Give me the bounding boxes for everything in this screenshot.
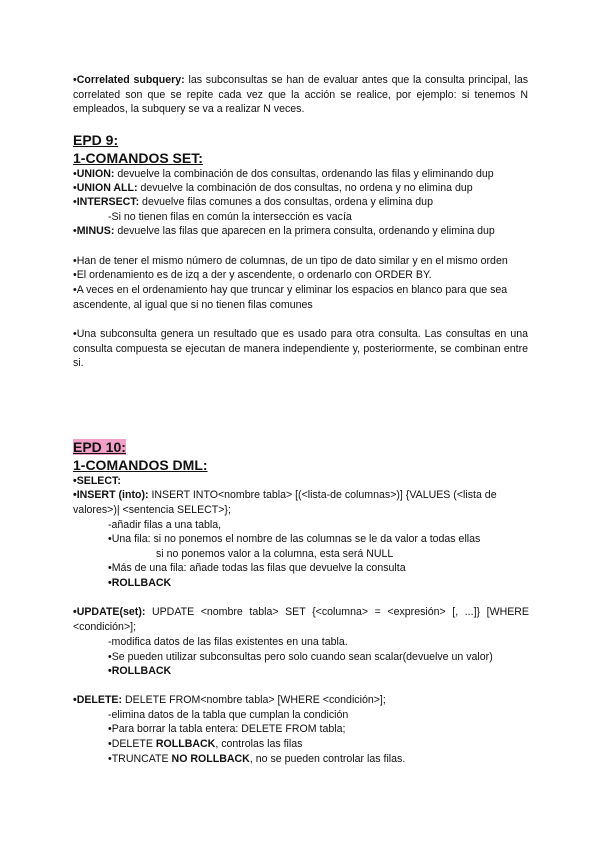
intersect-note: -Si no tienen filas en común la intersección es vacía: [108, 211, 352, 223]
intersect-item: •INTERSECT: devuelve filas comunes a dos consultas, ordena y elimina dup: [73, 196, 433, 208]
correlated-paragraph: •Correlated subquery: las subconsultas se han de evaluar antes que la consulta principal, las correlated son que se repite cada vez que la acción se realice, por ejemplo: si tenemos N empleados, la subquery se va a realizar N veces.: [73, 74, 529, 116]
update-subitem: •Se pueden utilizar subconsultas pero solo cuando sean scalar(devuelve un valor): [108, 651, 493, 663]
insert-subitem: -añadir filas a una tabla,: [108, 519, 222, 531]
update-subitem: -modifica datos de las filas existentes en una tabla.: [108, 636, 348, 648]
epd9-subtitle: 1-COMANDOS SET:: [73, 150, 203, 166]
insert-rollback: •ROLLBACK: [108, 577, 172, 589]
select-item: •SELECT:: [73, 475, 121, 487]
insert-subitem: •Una fila: si no ponemos el nombre de las columnas se le da valor a todas ellas: [108, 533, 481, 545]
union-item: •UNION: devuelve la combinación de dos consultas, ordenando las filas y eliminando dup: [73, 168, 494, 180]
truncate-line: •TRUNCATE NO ROLLBACK, no se pueden controlar las filas.: [108, 753, 406, 765]
union-all-item: •UNION ALL: devuelve la combinación de dos consultas, no ordena y no elimina dup: [73, 182, 473, 194]
insert-subitem: •Más de una fila: añade todas las filas que devuelve la consulta: [108, 562, 406, 574]
delete-subitem: •Para borrar la tabla entera: DELETE FROM tabla;: [108, 723, 346, 735]
rule-item: •Han de tener el mismo número de columnas, de un tipo de dato similar y en el mismo orden: [73, 255, 508, 267]
update-item: •UPDATE(set): UPDATE <nombre tabla> SET {<columna> = <expresión> [, ...]} [WHERE <condición>];: [73, 606, 529, 633]
delete-subitem: -elimina datos de la tabla que cumplan la condición: [108, 709, 349, 721]
delete-rollback-line: •DELETE ROLLBACK, controlas las filas: [108, 738, 303, 750]
epd10-title: [73, 439, 126, 456]
rule-item: •A veces en el ordenamiento hay que truncar y eliminar los espacios en blanco para que sea ascendente, al igual que si no tienen filas comunes: [73, 284, 508, 311]
epd10-subtitle: 1-COMANDOS DML:: [73, 457, 208, 473]
epd10-highlight: EPD 10:: [73, 439, 126, 455]
epd9-title: EPD 9:: [73, 132, 119, 148]
update-rollback: •ROLLBACK: [108, 665, 172, 677]
insert-subitem: si no ponemos valor a la columna, esta será NULL: [156, 548, 394, 560]
delete-item: •DELETE: DELETE FROM<nombre tabla> [WHERE <condición>];: [73, 694, 386, 706]
rule-item: •El ordenamiento es de izq a der y ascendente, o ordenarlo con ORDER BY.: [73, 269, 432, 281]
insert-item: •INSERT (into): INSERT INTO<nombre tabla> [(<lista-de columnas>)] {VALUES (<lista de valores>)| <sentencia SELECT>};: [73, 489, 497, 516]
minus-item: •MINUS: devuelve las filas que aparecen en la primera consulta, ordenando y elimina dup: [73, 225, 495, 237]
correlated-label: Correlated subquery:: [76, 74, 185, 86]
subconsulta-paragraph: •Una subconsulta genera un resultado que es usado para otra consulta. Las consultas en una consulta compuesta se ejecutan de manera independiente y, posteriormente, se combinan entre si.: [73, 328, 528, 370]
